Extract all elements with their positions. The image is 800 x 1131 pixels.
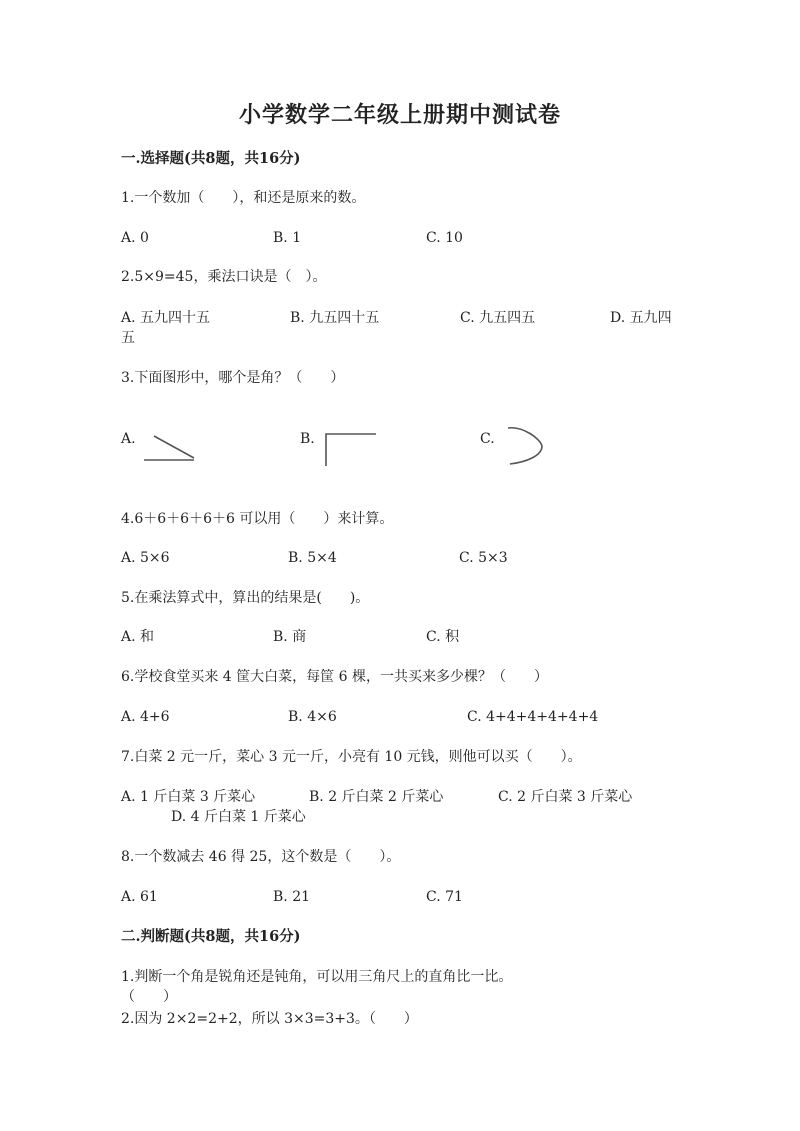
q5-option-c: C. 积 <box>426 629 460 645</box>
figure-right-angle <box>320 428 382 470</box>
question-7: 7.白菜 2 元一斤，菜心 3 元一斤，小亮有 10 元钱，则他可以买（ ）。 <box>121 749 582 765</box>
q7-option-a: A. 1 斤白菜 3 斤菜心 <box>121 789 256 805</box>
q8-option-c: C. 71 <box>426 889 463 905</box>
question-3: 3.下面图形中，哪个是角？（ ） <box>121 370 345 386</box>
q2-option-b: B. 九五四十五 <box>290 310 380 326</box>
q8-option-b: B. 21 <box>273 889 311 905</box>
q6-option-b: B. 4×6 <box>288 709 337 725</box>
q6-option-a: A. 4+6 <box>121 709 170 725</box>
judgement-2: 2.因为 2×2=2+2，所以 3×3=3+3。（ ） <box>121 1011 418 1027</box>
judgement-1-paren: （ ） <box>121 989 177 1005</box>
question-8: 8.一个数减去 46 得 25，这个数是（ ）。 <box>121 849 401 865</box>
q8-option-a: A. 61 <box>121 889 158 905</box>
section-heading-choice: 一.选择题(共8题，共16分) <box>121 150 301 167</box>
figure-curve <box>500 422 550 470</box>
question-6: 6.学校食堂买来 4 筐大白菜，每筐 6 棵，一共买来多少棵？（ ） <box>121 669 548 685</box>
question-4: 4.6＋6＋6＋6＋6 可以用（ ）来计算。 <box>121 511 394 527</box>
q3-option-c: C. <box>480 431 495 447</box>
q6-option-c: C. 4+4+4+4+4+4 <box>467 709 599 725</box>
section-heading-judgement: 二.判断题(共8题，共16分) <box>121 928 301 945</box>
question-2: 2.5×9=45，乘法口诀是（ ）。 <box>121 269 327 285</box>
q4-option-c: C. 5×3 <box>459 550 508 566</box>
q4-option-b: B. 5×4 <box>288 550 337 566</box>
q2-option-a: A. 五九四十五 <box>121 310 211 326</box>
q3-option-a: A. <box>121 431 136 447</box>
q7-option-d: D. 4 斤白菜 1 斤菜心 <box>171 809 306 825</box>
q1-option-b: B. 1 <box>273 230 302 246</box>
q4-option-a: A. 5×6 <box>121 550 170 566</box>
q1-option-a: A. 0 <box>121 230 149 246</box>
q2-option-d-wrap: 五 <box>121 330 135 346</box>
q2-option-d: D. 五九四 <box>610 310 672 326</box>
page-title: 小学数学二年级上册期中测试卷 <box>238 102 561 128</box>
question-5: 5.在乘法算式中，算出的结果是( )。 <box>121 590 370 606</box>
q5-option-b: B. 商 <box>273 629 307 645</box>
q7-option-c: C. 2 斤白菜 3 斤菜心 <box>498 789 633 805</box>
q2-option-c: C. 九五四五 <box>460 310 536 326</box>
q7-option-b: B. 2 斤白菜 2 斤菜心 <box>309 789 444 805</box>
q5-option-a: A. 和 <box>121 629 155 645</box>
q1-option-c: C. 10 <box>426 230 463 246</box>
judgement-1: 1.判断一个角是锐角还是钝角，可以用三角尺上的直角比一比。 <box>121 969 513 985</box>
question-1: 1.一个数加（ ），和还是原来的数。 <box>121 190 366 206</box>
figure-two-lines <box>140 432 200 466</box>
q3-option-b: B. <box>300 431 315 447</box>
